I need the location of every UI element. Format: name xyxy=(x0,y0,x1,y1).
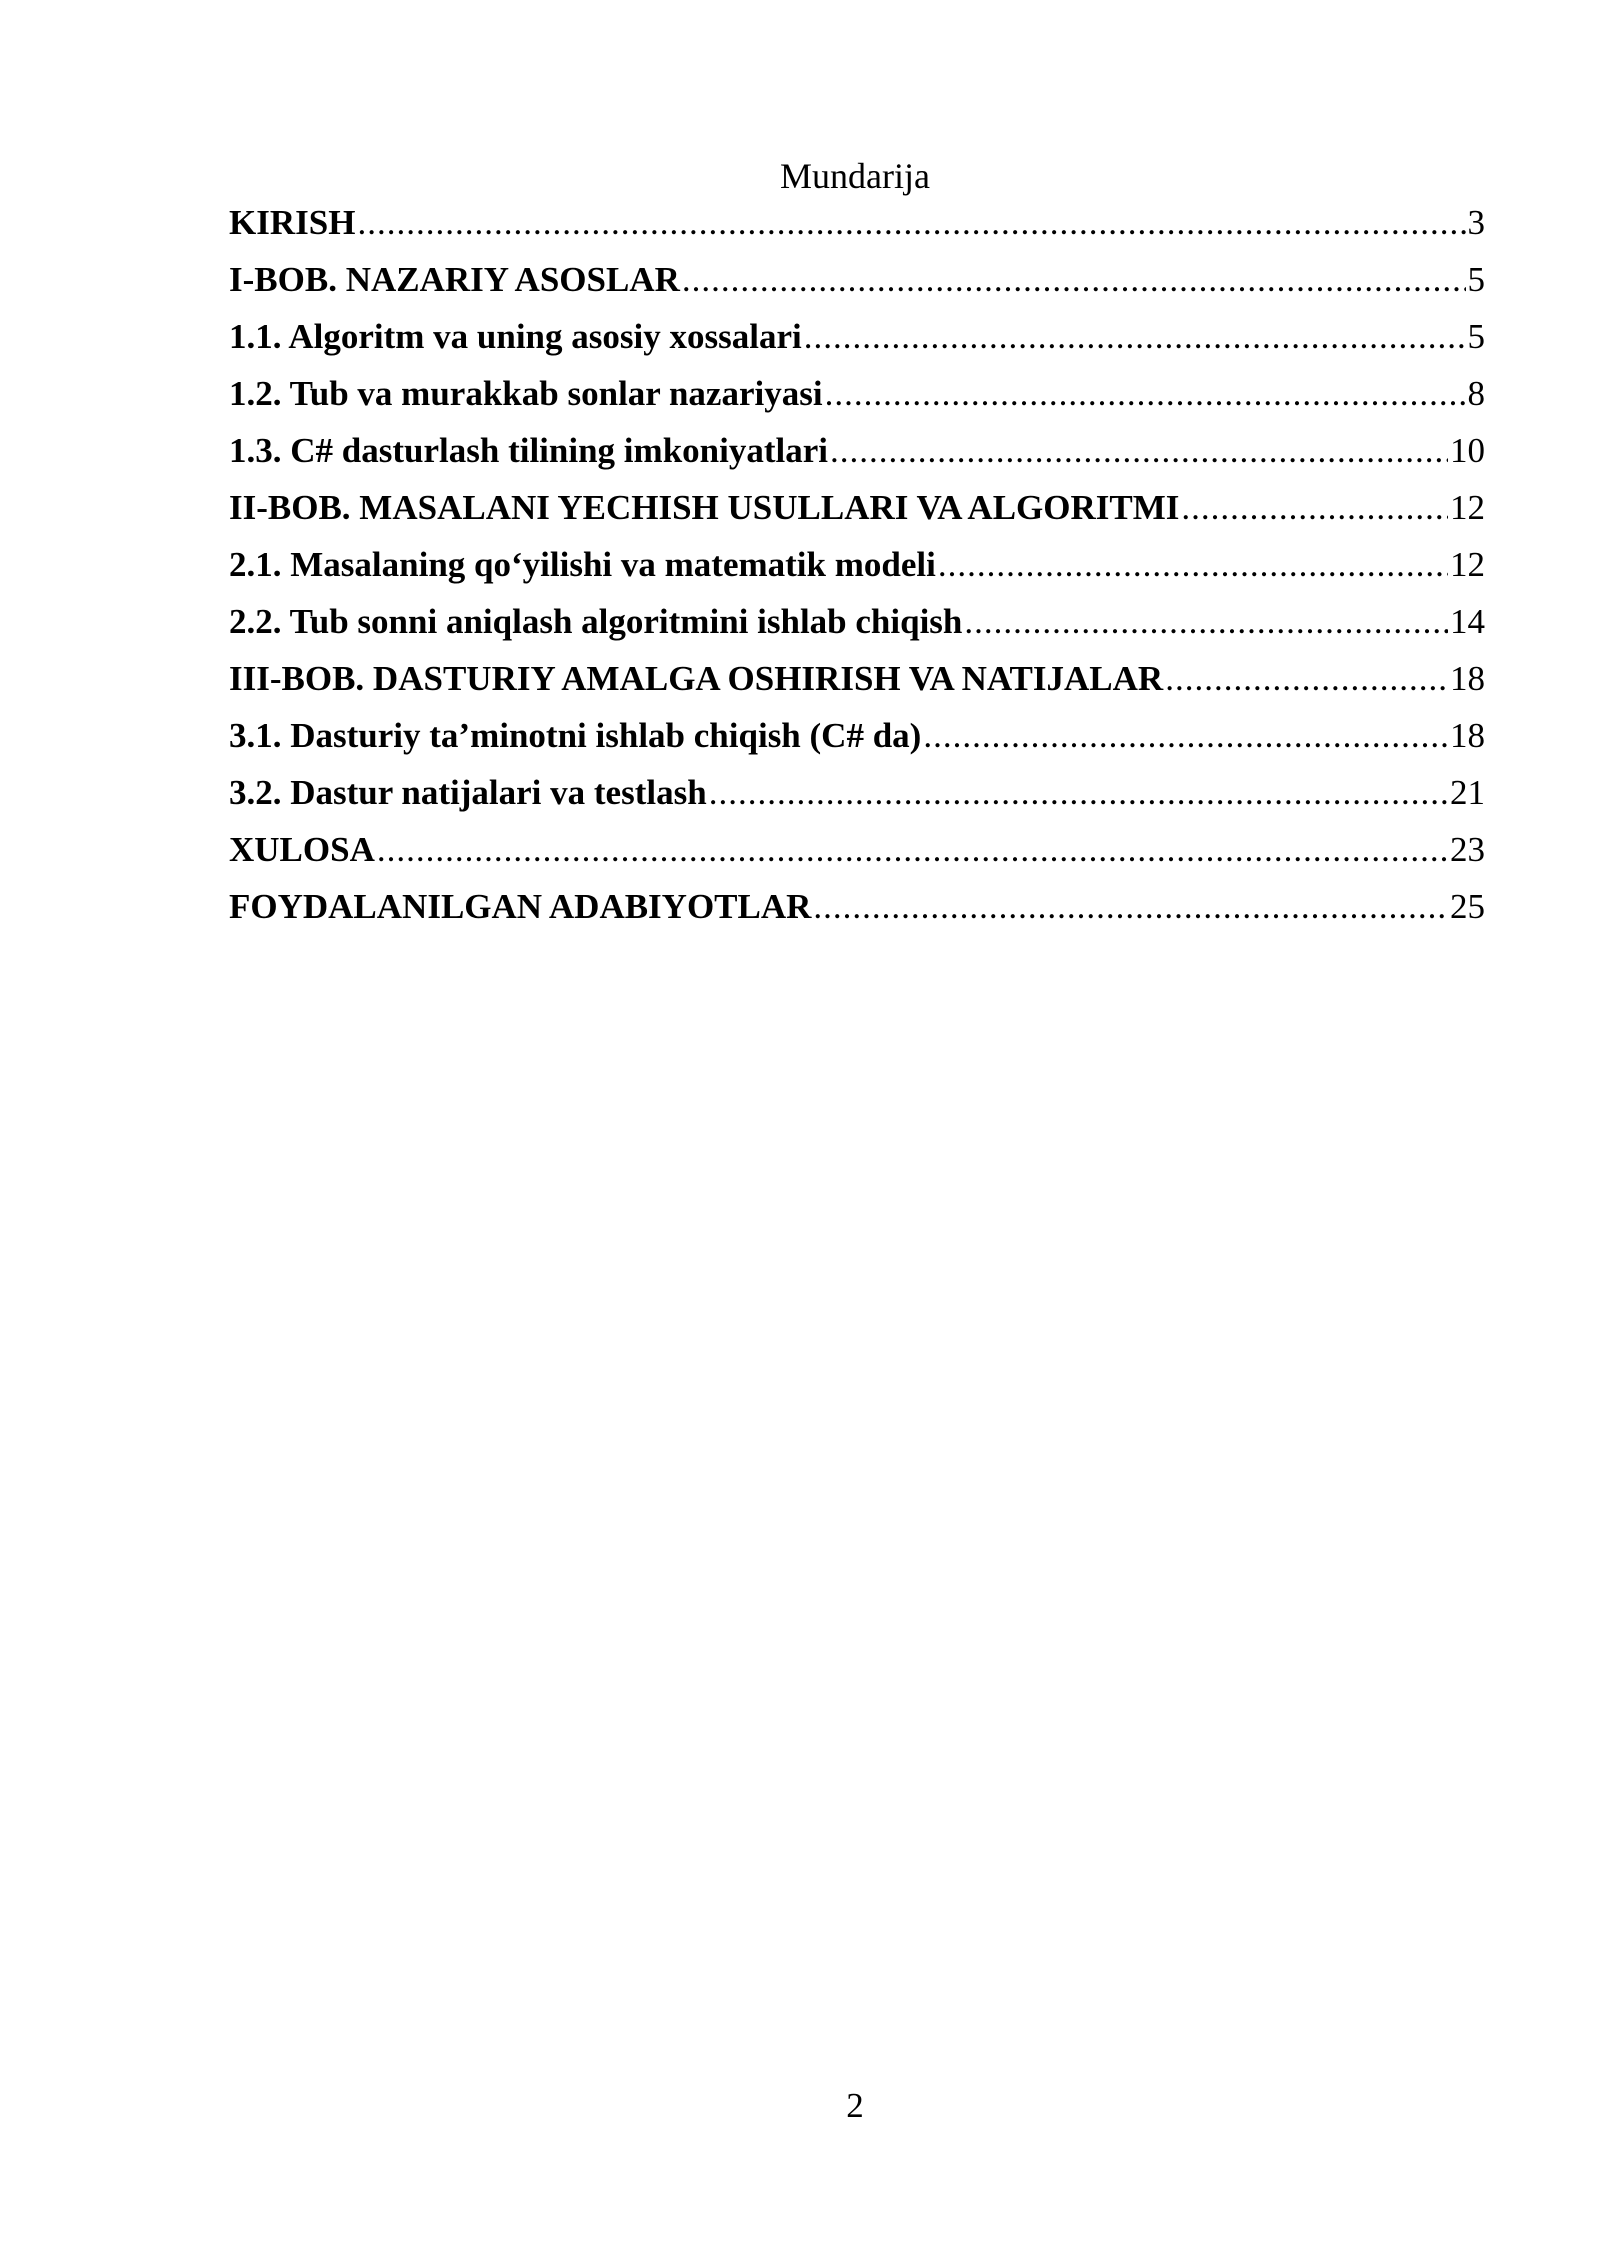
toc-entry-page: 14 xyxy=(1450,602,1485,641)
toc-entry-label: 1.2. Tub va murakkab sonlar nazariyasi xyxy=(229,374,823,413)
toc-dot-leader xyxy=(709,767,1448,819)
toc-entry-page: 18 xyxy=(1450,659,1485,698)
toc-entry-label: 3.1. Dasturiy ta’minotni ishlab chiqish (C# da) xyxy=(229,716,922,755)
toc-entry-label: II-BOB. MASALANI YECHISH USULLARI VA ALGORITMI xyxy=(229,488,1180,527)
toc-entry-section-3-2[interactable] xyxy=(229,767,1485,824)
toc-entry-page: 25 xyxy=(1450,887,1485,926)
toc-entry-page: 23 xyxy=(1450,830,1485,869)
toc-entry-label: XULOSA xyxy=(229,830,375,869)
toc-title: Mundarija xyxy=(780,156,930,196)
toc-entry-section-3-1[interactable] xyxy=(229,710,1485,767)
toc-entry-section-1-2[interactable] xyxy=(229,368,1485,425)
toc-entry-section-1-3[interactable] xyxy=(229,425,1485,482)
toc-entry-chapter-3[interactable] xyxy=(229,653,1485,710)
toc-entry-references[interactable] xyxy=(229,881,1485,938)
toc-entry-chapter-1[interactable] xyxy=(229,254,1485,311)
toc-entry-label: KIRISH xyxy=(229,203,356,242)
toc-entry-label: 3.2. Dastur natijalari va testlash xyxy=(229,773,707,812)
toc-dot-leader xyxy=(964,596,1448,648)
toc-entry-label: III-BOB. DASTURIY AMALGA OSHIRISH VA NATIJALAR xyxy=(229,659,1164,698)
toc-entry-page: 3 xyxy=(1467,203,1485,242)
table-of-contents xyxy=(229,197,1485,938)
toc-entry-page: 21 xyxy=(1450,773,1485,812)
toc-entry-page: 12 xyxy=(1450,545,1485,584)
toc-entry-section-2-1[interactable] xyxy=(229,539,1485,596)
toc-entry-label: 2.2. Tub sonni aniqlash algoritmini ishlab chiqish xyxy=(229,602,963,641)
toc-entry-label: I-BOB. NAZARIY ASOSLAR xyxy=(229,260,680,299)
toc-entry-section-2-2[interactable] xyxy=(229,596,1485,653)
toc-dot-leader xyxy=(1181,482,1448,534)
toc-entry-label: 1.1. Algoritm va uning asosiy xossalari xyxy=(229,317,802,356)
toc-dot-leader xyxy=(938,539,1448,591)
page-number: 2 xyxy=(846,2086,864,2125)
toc-entry-page: 18 xyxy=(1450,716,1485,755)
toc-entry-xulosa[interactable] xyxy=(229,824,1485,881)
toc-dot-leader xyxy=(830,425,1448,477)
toc-entry-kirish[interactable] xyxy=(229,197,1485,254)
toc-dot-leader xyxy=(923,710,1448,762)
toc-entry-page: 12 xyxy=(1450,488,1485,527)
toc-entry-page: 10 xyxy=(1450,431,1485,470)
toc-dot-leader xyxy=(825,368,1466,420)
toc-entry-page: 5 xyxy=(1467,260,1485,299)
toc-dot-leader xyxy=(813,881,1448,933)
toc-entry-label: FOYDALANILGAN ADABIYOTLAR xyxy=(229,887,812,926)
toc-entry-chapter-2[interactable] xyxy=(229,482,1485,539)
toc-dot-leader xyxy=(357,197,1465,249)
toc-entry-page: 8 xyxy=(1467,374,1485,413)
toc-dot-leader xyxy=(804,311,1466,363)
toc-entry-label: 2.1. Masalaning qo‘yilishi va matematik modeli xyxy=(229,545,936,584)
toc-dot-leader xyxy=(1165,653,1448,705)
toc-dot-leader xyxy=(682,254,1466,306)
toc-dot-leader xyxy=(377,824,1448,876)
toc-entry-page: 5 xyxy=(1467,317,1485,356)
toc-entry-section-1-1[interactable] xyxy=(229,311,1485,368)
toc-entry-label: 1.3. C# dasturlash tilining imkoniyatlari xyxy=(229,431,828,470)
